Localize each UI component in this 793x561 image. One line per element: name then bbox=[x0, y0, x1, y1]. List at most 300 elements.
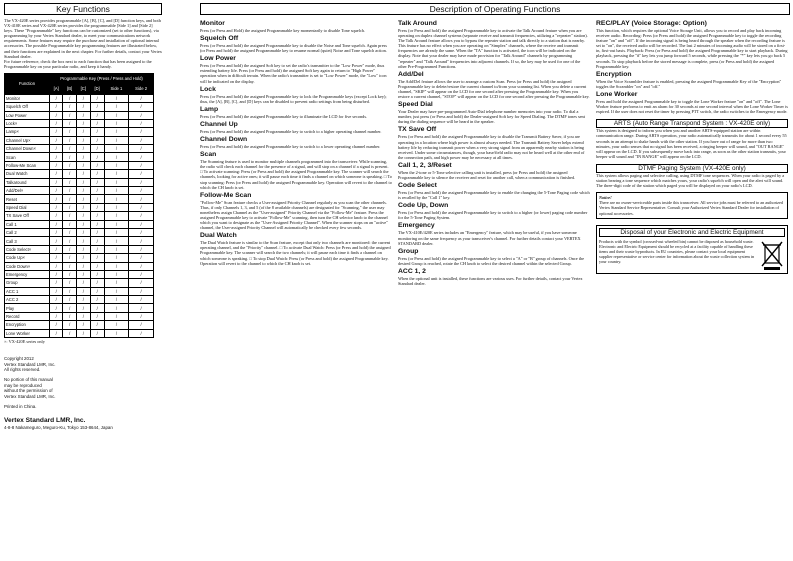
table-check-cell[interactable]: / bbox=[76, 270, 90, 278]
table-check-cell[interactable]: / bbox=[63, 329, 76, 337]
disposal-body: Products with the symbol (crossed-out wheeled bin) cannot be disposed as household waste. Electronic and Electric Equipment should be recycled at a facility capable of handling these items and their waste byproducts. In EU countries, please contact your local equipment supplier representative or service center for information about the waste collection system in your country. bbox=[599, 238, 755, 265]
intro-text: The VX-420E series provides programmable [A], [B], [C], and [D] function keys, and both VX-410E series and VX-420E series provides the programmable [Side 1] and [Side 2] keys. These "Programmable" key functions can be customized (set to other functions), via programming by your Vertex Standard dealer, to meet your communications network requirements. Some features may require the purchase and installation of optional internal accessories. The possible Programmable key programming features are illustrated below, and their functions are explained in the next chapter. For further details, contact your Vertex Standard dealer. bbox=[4, 18, 162, 59]
table-check-cell[interactable]: / bbox=[76, 111, 90, 119]
table-check-cell[interactable]: / bbox=[90, 279, 104, 287]
table-check-cell[interactable]: / bbox=[50, 237, 63, 245]
table-check-cell[interactable]: / bbox=[104, 119, 129, 127]
table-check-cell[interactable]: / bbox=[63, 321, 76, 329]
section-title: Low Power bbox=[200, 55, 236, 63]
table-row-label: Reset bbox=[5, 195, 50, 203]
table-check-cell[interactable]: / bbox=[90, 304, 104, 312]
table-row bbox=[5, 128, 154, 136]
table-row-label: Add/Del× bbox=[5, 187, 50, 195]
table-row-label: Code Down× bbox=[5, 262, 50, 270]
table-head-function: Function bbox=[5, 73, 50, 94]
table-check-cell[interactable]: / bbox=[90, 237, 104, 245]
table-col-head: [D] bbox=[90, 84, 104, 94]
section-body: Press (or Press and hold) the assigned Programmable key to switch to a higher operating channel number. bbox=[200, 128, 382, 134]
table-check-cell[interactable]: / bbox=[76, 304, 90, 312]
table-check-cell[interactable]: / bbox=[104, 228, 129, 236]
table-check-cell[interactable]: / bbox=[63, 254, 76, 262]
table-check-cell[interactable]: / bbox=[76, 237, 90, 245]
table-check-cell[interactable]: / bbox=[76, 170, 90, 178]
section-body: Press and hold the assigned Programmable key to toggle the Lone Worker feature "on" and "off". The Lone Worker feature performs to emit an alarm for 30 seconds at one second interval when the Lone Worker Timer is expired. If the user does not reset the timer by pressing PTT switch, the radio switches to the Emergency mode. bbox=[596, 98, 788, 115]
section-title: Encryption bbox=[596, 70, 632, 78]
table-row bbox=[5, 254, 154, 262]
header-left: Key Functions bbox=[4, 3, 162, 15]
table-check-cell[interactable]: / bbox=[76, 287, 90, 295]
table-check-cell[interactable]: / bbox=[90, 321, 104, 329]
table-check-cell[interactable]: / bbox=[90, 254, 104, 262]
table-check-cell[interactable]: / bbox=[50, 262, 63, 270]
column-descriptions-1 bbox=[200, 18, 392, 558]
copyright-line: No portion of this manual bbox=[4, 377, 53, 383]
table-check-cell[interactable]: / bbox=[104, 111, 129, 119]
table-check-cell[interactable]: / bbox=[50, 228, 63, 236]
table-check-cell[interactable]: / bbox=[104, 329, 129, 337]
table-check-cell[interactable]: / bbox=[63, 296, 76, 304]
table-check-cell[interactable]: / bbox=[90, 312, 104, 320]
table-check-cell[interactable]: / bbox=[90, 220, 104, 228]
table-row-label: Code Up× bbox=[5, 254, 50, 262]
table-check-cell[interactable]: / bbox=[50, 94, 63, 102]
table-row bbox=[5, 262, 154, 270]
table-check-cell[interactable]: / bbox=[104, 178, 129, 186]
table-check-cell[interactable]: / bbox=[50, 212, 63, 220]
section-body: Press (or Press and hold) the assigned Programmable key to switch to a lower operating channel number. bbox=[200, 144, 381, 150]
table-check-cell[interactable]: / bbox=[90, 153, 104, 161]
section-body: Press (or Press and hold) the assigned Programmable key to illuminate the LCD for five seconds. bbox=[200, 113, 368, 119]
table-check-cell[interactable]: / bbox=[129, 170, 154, 178]
section-body: Press (or Press and hold) the assigned Programmable key to disable the Noise and Tone squelch. Again press (or Press and hold) the assigned Programmable key to resume normal (quiet) Noise and Tone squelch action. bbox=[200, 43, 387, 54]
table-check-cell[interactable]: / bbox=[90, 161, 104, 169]
table-check-cell[interactable]: / bbox=[50, 111, 63, 119]
table-col-head: [A] bbox=[50, 84, 63, 94]
table-check-cell[interactable]: / bbox=[90, 128, 104, 136]
table-check-cell[interactable]: / bbox=[63, 195, 76, 203]
table-col-head: [B] bbox=[63, 84, 76, 94]
section-title: Code Select bbox=[398, 182, 437, 190]
table-check-cell[interactable]: / bbox=[90, 187, 104, 195]
table-check-cell[interactable]: / bbox=[50, 170, 63, 178]
table-check-cell[interactable]: / bbox=[76, 145, 90, 153]
table-row-label: Monitor bbox=[5, 94, 50, 102]
table-check-cell[interactable]: / bbox=[63, 287, 76, 295]
copyright-line: without the permission of bbox=[4, 388, 53, 394]
table-check-cell[interactable]: / bbox=[76, 203, 90, 211]
section-title: Code Up, Down bbox=[398, 202, 449, 210]
table-check-cell[interactable]: / bbox=[63, 312, 76, 320]
table-row bbox=[5, 187, 154, 195]
table-check-cell[interactable]: / bbox=[129, 119, 154, 127]
table-check-cell[interactable]: / bbox=[129, 279, 154, 287]
table-check-cell[interactable]: / bbox=[63, 119, 76, 127]
section-title: Dual Watch bbox=[200, 232, 237, 240]
table-check-cell[interactable]: / bbox=[129, 296, 154, 304]
table-check-cell[interactable]: / bbox=[90, 94, 104, 102]
table-row bbox=[5, 203, 154, 211]
table-check-cell[interactable]: / bbox=[76, 262, 90, 270]
table-check-cell[interactable]: / bbox=[129, 262, 154, 270]
table-check-cell[interactable]: / bbox=[104, 262, 129, 270]
table-row-label: Dual Watch bbox=[5, 170, 50, 178]
table-check-cell[interactable]: / bbox=[104, 312, 129, 320]
table-check-cell[interactable]: / bbox=[90, 245, 104, 253]
table-check-cell[interactable]: / bbox=[50, 279, 63, 287]
table-check-cell[interactable]: / bbox=[50, 254, 63, 262]
table-check-cell[interactable]: / bbox=[50, 161, 63, 169]
table-check-cell[interactable]: / bbox=[63, 228, 76, 236]
table-check-cell[interactable]: / bbox=[50, 119, 63, 127]
copyright-line: Copyright 2012 bbox=[4, 356, 34, 362]
section-body: Press (or Press and hold) the assigned Programmable key to select a "A" or "B" group of channels. Once the desired Group is reached, rotate the CH knob to select the desired channel within the selected Group. bbox=[398, 255, 585, 266]
table-check-cell[interactable]: / bbox=[50, 153, 63, 161]
table-check-cell[interactable]: / bbox=[129, 287, 154, 295]
table-check-cell[interactable]: / bbox=[90, 329, 104, 337]
company-address: 4-8-8 Nakameguro, Meguro-Ku, Tokyo 153-8644, Japan bbox=[4, 425, 113, 431]
table-check-cell[interactable]: / bbox=[50, 220, 63, 228]
table-check-cell[interactable]: / bbox=[129, 195, 154, 203]
table-check-cell[interactable]: / bbox=[76, 212, 90, 220]
table-check-cell[interactable]: / bbox=[63, 279, 76, 287]
table-check-cell[interactable]: / bbox=[129, 203, 154, 211]
table-check-cell[interactable]: / bbox=[104, 287, 129, 295]
table-check-cell[interactable]: / bbox=[104, 245, 129, 253]
table-row bbox=[5, 329, 154, 337]
table-check-cell[interactable]: / bbox=[129, 254, 154, 262]
table-check-cell[interactable]: / bbox=[104, 304, 129, 312]
table-row-label: ACC 2 bbox=[5, 296, 50, 304]
table-row-label: Speed Dial bbox=[5, 203, 50, 211]
table-check-cell[interactable]: / bbox=[76, 296, 90, 304]
table-row bbox=[5, 161, 154, 169]
table-check-cell[interactable]: / bbox=[90, 170, 104, 178]
table-check-cell[interactable]: / bbox=[50, 270, 63, 278]
table-check-cell[interactable]: / bbox=[63, 161, 76, 169]
table-check-cell[interactable]: / bbox=[104, 270, 129, 278]
table-check-cell[interactable]: / bbox=[63, 304, 76, 312]
table-row bbox=[5, 312, 154, 320]
table-check-cell[interactable]: / bbox=[50, 312, 63, 320]
table-check-cell[interactable]: / bbox=[63, 203, 76, 211]
function-table bbox=[4, 73, 154, 338]
table-check-cell[interactable]: / bbox=[129, 111, 154, 119]
table-check-cell[interactable]: / bbox=[90, 270, 104, 278]
table-check-cell[interactable]: / bbox=[104, 254, 129, 262]
table-check-cell[interactable]: / bbox=[76, 119, 90, 127]
table-check-cell[interactable]: / bbox=[129, 128, 154, 136]
table-check-cell[interactable]: / bbox=[76, 228, 90, 236]
table-row-label: Call 2 bbox=[5, 228, 50, 236]
table-row bbox=[5, 136, 154, 144]
table-check-cell[interactable]: / bbox=[104, 153, 129, 161]
intro-text-2: For future reference, check the box next to each function that has been assigned to the Programmable key on your particular radio, and keep it handy. bbox=[4, 58, 152, 69]
company-name: Vertex Standard LMR, Inc. bbox=[4, 417, 86, 425]
table-check-cell[interactable]: / bbox=[104, 195, 129, 203]
table-check-cell[interactable]: / bbox=[76, 178, 90, 186]
table-check-cell[interactable]: / bbox=[90, 287, 104, 295]
copyright-line: Printed in China. bbox=[4, 403, 37, 409]
section-body: Press (or Press and hold) the assigned Programmable key to lock the Programmable keys (except Lock key); thus, the [A], [B], [C], and [D] keys can be disabled to prevent radio settings from being disturbed. bbox=[200, 93, 387, 104]
table-check-cell[interactable]: / bbox=[104, 161, 129, 169]
table-row bbox=[5, 321, 154, 329]
table-check-cell[interactable]: / bbox=[63, 237, 76, 245]
table-check-cell[interactable]: / bbox=[76, 103, 90, 111]
table-row-label: ACC 1 bbox=[5, 287, 50, 295]
section-title: Talk Around bbox=[398, 20, 437, 27]
table-check-cell[interactable]: / bbox=[129, 312, 154, 320]
table-check-cell[interactable]: / bbox=[129, 161, 154, 169]
table-row bbox=[5, 296, 154, 304]
crossed-bin-icon bbox=[759, 239, 785, 271]
table-check-cell[interactable]: / bbox=[76, 254, 90, 262]
table-col-head: [C] bbox=[76, 84, 90, 94]
section-title: Channel Down bbox=[200, 136, 248, 144]
table-row bbox=[5, 153, 154, 161]
section-title: Emergency bbox=[398, 222, 435, 230]
table-check-cell[interactable]: / bbox=[104, 296, 129, 304]
arts-title: ARTS (Auto Range Transpond System : VX-420E only) bbox=[596, 119, 788, 128]
table-check-cell[interactable]: / bbox=[76, 279, 90, 287]
table-check-cell[interactable]: / bbox=[90, 111, 104, 119]
table-row-label: Group bbox=[5, 279, 50, 287]
table-row-label: Play bbox=[5, 304, 50, 312]
table-footnote: ×: VX-420E series only bbox=[4, 339, 45, 345]
table-check-cell[interactable]: / bbox=[50, 304, 63, 312]
disposal-box bbox=[596, 225, 788, 274]
table-row-label: Code Select× bbox=[5, 245, 50, 253]
notice-body: There are no owner-serviceable parts inside this transceiver. All service jobs must be referred to an authorized Vertex Standard Service Representative. Consult your Authorized Vertex Standard Dealer for installation of optional accessories. bbox=[599, 200, 783, 216]
table-check-cell[interactable]: / bbox=[63, 153, 76, 161]
copyright-line: All rights reserved. bbox=[4, 366, 41, 372]
section-body: Press (or Press and hold) the assigned Programmable key to enable the changing the 5-Tone Paging code which is recalled by the "Call 1" key. bbox=[398, 190, 590, 201]
table-check-cell[interactable]: / bbox=[104, 136, 129, 144]
table-row-label: Talkaround bbox=[5, 178, 50, 186]
table-check-cell[interactable]: / bbox=[50, 178, 63, 186]
table-check-cell[interactable]: / bbox=[104, 203, 129, 211]
table-check-cell[interactable]: / bbox=[129, 329, 154, 337]
section-body: The Scanning feature is used to monitor multiple channels programmed into the transceiver. While scanning, the radio will check each channel for the presence of a signal, and will stop on a channel if a signal is present. □ To activate scanning: Press (or Press and hold) the assigned Programmable key. The scanner will search the channels, looking for active ones; it will pause each time it finds a channel on which someone is speaking. □ To stop scanning: Press (or Press and hold) the assigned Programmable key. Operation will revert to the channel to which the CH knob is set. bbox=[200, 159, 392, 190]
table-check-cell[interactable]: / bbox=[50, 321, 63, 329]
table-check-cell[interactable]: / bbox=[63, 103, 76, 111]
table-row-label: TX Save Off bbox=[5, 212, 50, 220]
table-check-cell[interactable]: / bbox=[129, 245, 154, 253]
table-check-cell[interactable]: / bbox=[76, 136, 90, 144]
arts-body: This system is designed to inform you when you and another ARTS-equipped station are within communication range. During ARTS operation, your radio automatically transmits for about 1 second every 55 seconds in an attempt to shake hands with the other station. If you have out of range for more than two minutes, your radio senses that no signal has been received, a ringing beeper will sound, and "OUT RANGE" will appear on the LCD. If you subsequently move back into range, as soon as the other station transmits, your beeper will sound and "IN RANGE" will appear on the LCD. bbox=[596, 128, 787, 159]
table-check-cell[interactable]: / bbox=[63, 245, 76, 253]
section-title: Speed Dial bbox=[398, 101, 433, 109]
table-check-cell[interactable]: / bbox=[63, 170, 76, 178]
table-check-cell[interactable]: / bbox=[50, 145, 63, 153]
table-check-cell[interactable]: / bbox=[129, 220, 154, 228]
section-body: When the Voice Scrambler feature is enabled, pressing the assigned Programmable Key of the "Encryption" toggles the Scrambler "on" and "off." bbox=[596, 78, 782, 89]
table-check-cell[interactable]: / bbox=[50, 329, 63, 337]
section-title: Follow-Me Scan bbox=[200, 191, 252, 199]
copyright-line: may be reproduced bbox=[4, 382, 42, 388]
section-title: Squelch Off bbox=[200, 35, 239, 43]
table-check-cell[interactable]: / bbox=[90, 228, 104, 236]
section-title: Scan bbox=[200, 151, 217, 159]
table-row bbox=[5, 270, 154, 278]
table-row bbox=[5, 111, 154, 119]
table-check-cell[interactable]: / bbox=[104, 220, 129, 228]
table-row bbox=[5, 245, 154, 253]
section-body: Press (or Press and hold) the assigned Programmable key to activate the Talk Around feature when you are operating on duplex channel systems (separate receive and transmit frequencies, utilizing a "repeater" station). The Talk Around feature allows you to bypass the repeater station and talk directly to a station that is nearby. This feature has no effect when you are operating on "Simplex" channels, where the receive and transmit frequencies are already the same. When the "TA" function is activated, the icon will be indicated on the display. Note that your dealer may have made provision for "Talk Around" channels by programming "repeater" and "Talk Around" frequencies into adjacent channels. If so, the key may be used for one of the other Pre-Programmed Functions. bbox=[398, 28, 588, 69]
table-check-cell[interactable]: / bbox=[76, 195, 90, 203]
section-title: TX Save Off bbox=[398, 126, 437, 134]
section-body: When the 2-tone or 5-Tone selective calling unit is installed, press (or Press and hold) the assigned Programmable key to silence the receiver and reset for another call, when a communication is finished. bbox=[398, 169, 576, 180]
table-check-cell[interactable]: / bbox=[50, 287, 63, 295]
table-check-cell[interactable]: / bbox=[104, 128, 129, 136]
table-check-cell[interactable]: / bbox=[104, 237, 129, 245]
table-check-cell[interactable]: / bbox=[50, 128, 63, 136]
table-check-cell[interactable]: / bbox=[129, 94, 154, 102]
table-check-cell[interactable]: / bbox=[76, 245, 90, 253]
section-body: Press (or Press and hold) the assigned Soft key to set the radio's transmitter to the "Low Power" mode, thus extending battery life. Press (or Press and hold) the assigned Soft key again to return to "High Power" operation when in difficult terrain. When the radio's transmitter is set to "Low Power" mode, the "Low" icon will be indicated on the display. bbox=[200, 63, 387, 84]
column-descriptions-3 bbox=[596, 18, 788, 558]
table-check-cell[interactable]: / bbox=[90, 262, 104, 270]
table-check-cell[interactable]: / bbox=[76, 153, 90, 161]
table-row-label: Record bbox=[5, 312, 50, 320]
table-check-cell[interactable]: / bbox=[90, 103, 104, 111]
table-check-cell[interactable]: / bbox=[104, 187, 129, 195]
section-body: Press (or Press and hold) the assigned Programmable key to switch to a higher (or lower) paging code number for the 5-Tone Paging System. bbox=[398, 210, 588, 221]
table-check-cell[interactable]: / bbox=[104, 103, 129, 111]
table-check-cell[interactable]: / bbox=[129, 212, 154, 220]
table-check-cell[interactable]: / bbox=[104, 279, 129, 287]
table-check-cell[interactable]: / bbox=[76, 94, 90, 102]
table-check-cell[interactable]: / bbox=[104, 321, 129, 329]
table-row-label: Scan bbox=[5, 153, 50, 161]
table-check-cell[interactable]: / bbox=[90, 212, 104, 220]
table-row-label: Channel Up× bbox=[5, 136, 50, 144]
table-check-cell[interactable]: / bbox=[76, 187, 90, 195]
table-row-label: Follow-Me Scan bbox=[5, 161, 50, 169]
table-check-cell[interactable]: / bbox=[90, 119, 104, 127]
notice-box bbox=[596, 192, 788, 218]
section-title: ACC 1, 2 bbox=[398, 267, 426, 275]
table-row-label: Channel Down× bbox=[5, 145, 50, 153]
table-check-cell[interactable]: / bbox=[129, 178, 154, 186]
table-row bbox=[5, 195, 154, 203]
section-body: The Add/Del feature allows the user to arrange a custom Scan. Press (or Press and hold) the assigned Programmable key to delete/restore the current channel to/from your scanning list. When you delete a current channel, "SKIP" will appear on the LCD for one second after pressing the Programmable key. When you restore a current channel, "STOP" will appear on the LCD for one second after pressing the Programmable key. bbox=[398, 78, 590, 100]
header-right: Description of Operating Functions bbox=[200, 3, 790, 15]
table-check-cell[interactable]: / bbox=[129, 321, 154, 329]
table-check-cell[interactable]: / bbox=[90, 178, 104, 186]
table-check-cell[interactable]: / bbox=[63, 262, 76, 270]
table-check-cell[interactable]: / bbox=[50, 136, 63, 144]
table-check-cell[interactable]: / bbox=[76, 329, 90, 337]
section-body: When the optional unit is installed, these functions are various uses. For further details, contact your Vertex Standard dealer. bbox=[398, 275, 583, 286]
section-body: This function, which requires the optional Voice Storage Unit, allows you to record and play back incoming receiver audio. Recording: Press (or Press and hold) the assigned Programmable key to toggle the recording feature "on" and "off". If the incoming signal is being heard through the speaker when the recording feature is set to "on", the received audio will be recorded. The last 2 minutes of incoming audio will be stored on a first-in, first-out basis. Playback: Press (or Press and hold) the assigned Programmable key to start playback. During playback, pressing the "#" key lets you jump forward 5 seconds, while pressing the "*" key lets you go back 5 seconds. To stop playback before the stored message is complete, press (or Press and hold) the assigned Programmable key. bbox=[596, 28, 788, 69]
table-check-cell[interactable]: / bbox=[90, 203, 104, 211]
table-check-cell[interactable]: / bbox=[76, 321, 90, 329]
table-check-cell[interactable]: / bbox=[50, 187, 63, 195]
table-check-cell[interactable]: / bbox=[104, 94, 129, 102]
copyright-line: Vertex Standard LMR, Inc. bbox=[4, 393, 56, 399]
section-title: Lock bbox=[200, 85, 216, 93]
table-check-cell[interactable]: / bbox=[63, 94, 76, 102]
table-row bbox=[5, 178, 154, 186]
table-check-cell[interactable]: / bbox=[90, 296, 104, 304]
table-check-cell[interactable]: / bbox=[90, 195, 104, 203]
table-check-cell[interactable]: / bbox=[129, 187, 154, 195]
table-col-head: Side 1 bbox=[104, 84, 129, 94]
table-check-cell[interactable]: / bbox=[129, 145, 154, 153]
table-check-cell[interactable]: / bbox=[76, 161, 90, 169]
section-title: Group bbox=[398, 247, 419, 255]
table-check-cell[interactable]: / bbox=[129, 237, 154, 245]
copyright-line: Vertex Standard LMR, Inc. bbox=[4, 361, 56, 367]
table-check-cell[interactable]: / bbox=[76, 128, 90, 136]
section-body: "Follow-Me" Scan feature checks a User-assigned Priority Channel regularly as you scan the other channels. Thus, if only Channels 1, 3, and 5 (of the 8 available channels) are designated for "Scanning," the user may nonetheless assign Channel as the "User-assigned" Priority Channel via the "Follow-Me" feature. Press the assigned Programmable key to activate "Follow-Me" scanning, then turn the CH selector knob to the channel which you want to designate as the "User-Assigned Priority Channel". When the scanner stops on an "active" channel, the User-assigned Priority Channel will automatically be checked every few seconds. bbox=[200, 199, 388, 231]
table-row-label: Call 1 bbox=[5, 220, 50, 228]
table-check-cell[interactable]: / bbox=[129, 103, 154, 111]
table-row-label: Lamp× bbox=[5, 128, 50, 136]
section-body: The VX-410E/420E series includes an "Emergency" feature, which may be useful, if you have someone monitoring on the same frequency as your transceiver's channel. For further details contact your VERTEX STANDARD dealer. bbox=[398, 230, 581, 246]
table-check-cell[interactable]: / bbox=[50, 296, 63, 304]
table-check-cell[interactable]: / bbox=[76, 312, 90, 320]
column-descriptions-2 bbox=[398, 18, 590, 558]
table-check-cell[interactable]: / bbox=[129, 270, 154, 278]
table-row-label: Squelch Off bbox=[5, 103, 50, 111]
section-title: Monitor bbox=[200, 20, 225, 27]
table-row-label: Lock× bbox=[5, 119, 50, 127]
table-check-cell[interactable]: / bbox=[104, 145, 129, 153]
table-row bbox=[5, 220, 154, 228]
table-row bbox=[5, 103, 154, 111]
table-check-cell[interactable]: / bbox=[63, 111, 76, 119]
copyright-block bbox=[4, 356, 162, 409]
table-check-cell[interactable]: / bbox=[76, 220, 90, 228]
table-check-cell[interactable]: / bbox=[63, 128, 76, 136]
table-check-cell[interactable]: / bbox=[129, 136, 154, 144]
dtmf-title: DTMF Paging System (VX-420E only) bbox=[596, 164, 788, 173]
table-row bbox=[5, 119, 154, 127]
section-body: The Dual Watch feature is similar to the Scan feature, except that only two channels are monitored: the current operating channel, and the "Priority" channel. □ To activate Dual Watch: Press (or Press and hold) the assigned Programmable key. The scanner will search the two channels; it will pause each time it finds a channel on which someone is speaking. □ To stop Dual Watch: Press (or Press and hold) the assigned Programmable key. Operation will revert to the channel to which the CH knob is set. bbox=[200, 240, 391, 266]
table-row bbox=[5, 279, 154, 287]
section-body: Press (or Press and hold) the assigned Programmable key to disable the Transmit Battery Saver, if you are operating in a location where high power is almost always needed. The Transmit Battery Saver helps extend battery life by reducing transmit power when a very strong signal from an apparently nearby station is being received. Under some circumstances, though, your base/field radio may not be heard well at the other end of the connection path, and high power may be necessary at all times. bbox=[398, 134, 585, 160]
table-check-cell[interactable]: / bbox=[63, 136, 76, 144]
table-check-cell[interactable]: / bbox=[104, 170, 129, 178]
table-check-cell[interactable]: / bbox=[129, 304, 154, 312]
table-check-cell[interactable]: / bbox=[50, 103, 63, 111]
section-title: Channel Up bbox=[200, 120, 238, 128]
table-row bbox=[5, 304, 154, 312]
table-row bbox=[5, 212, 154, 220]
table-check-cell[interactable]: / bbox=[104, 212, 129, 220]
table-head-group: Programmable Key (Press / Press and Hold) bbox=[50, 73, 154, 83]
table-check-cell[interactable]: / bbox=[90, 145, 104, 153]
table-check-cell[interactable]: / bbox=[90, 136, 104, 144]
table-check-cell[interactable]: / bbox=[63, 220, 76, 228]
table-check-cell[interactable]: / bbox=[50, 245, 63, 253]
table-check-cell[interactable]: / bbox=[129, 153, 154, 161]
table-check-cell[interactable]: / bbox=[50, 203, 63, 211]
table-check-cell[interactable]: / bbox=[63, 178, 76, 186]
table-check-cell[interactable]: / bbox=[63, 145, 76, 153]
table-row bbox=[5, 287, 154, 295]
table-check-cell[interactable]: / bbox=[63, 187, 76, 195]
table-row bbox=[5, 228, 154, 236]
disposal-title: Disposal of your Electronic and Electric Equipment bbox=[599, 228, 785, 237]
table-check-cell[interactable]: / bbox=[63, 270, 76, 278]
table-check-cell[interactable]: / bbox=[63, 212, 76, 220]
table-row bbox=[5, 145, 154, 153]
table-check-cell[interactable]: / bbox=[50, 195, 63, 203]
table-check-cell[interactable]: / bbox=[129, 228, 154, 236]
dtmf-body: This system allows paging and selective calling, using DTMF tone sequences. When your radio is paged by a station bearing a tone sequence which matches yours, your radio's squelch will open and the alert will sound. The three-digit code of the station which paged you will be displayed on your radio's LCD. bbox=[596, 172, 785, 189]
